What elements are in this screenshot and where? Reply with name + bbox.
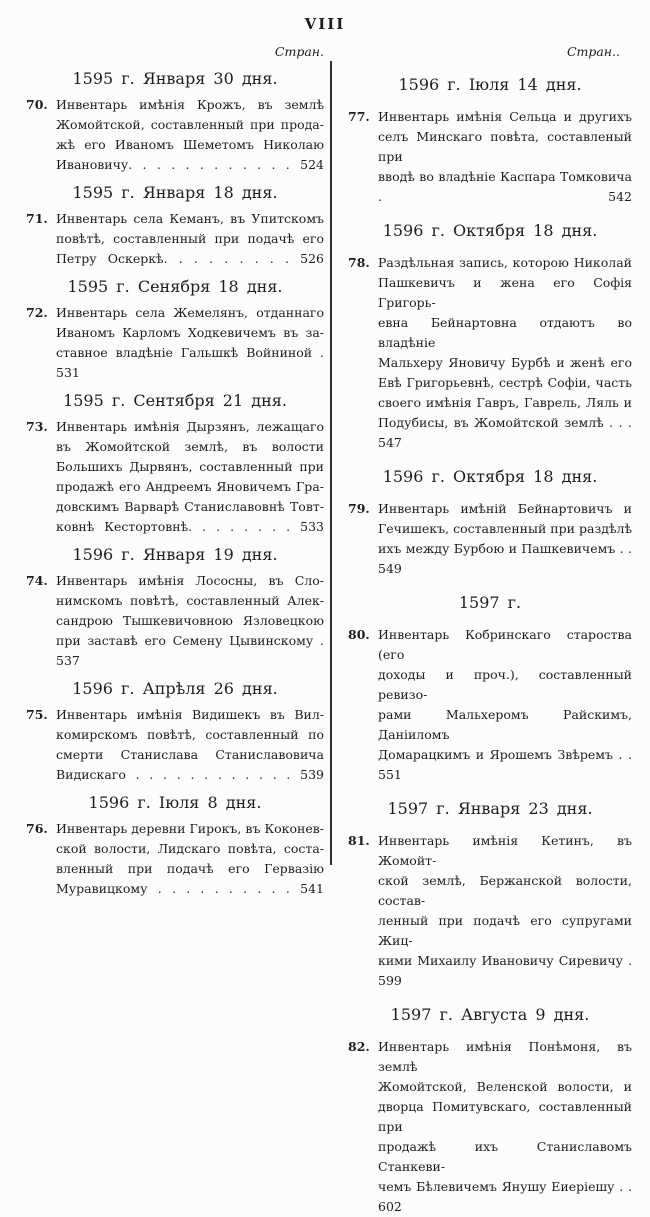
entry-line: своего имѣнія Гавръ, Гаврель, Ляль и [378,395,632,410]
toc-entry [26,678,324,785]
entry-line-with-page-ref: вводѣ во владѣніе Каспара Томковича . 542 [378,169,632,204]
entry-line: доходы и проч.), составленный ревизо- [378,667,632,702]
entry-line-with-page-ref: при заставѣ его Семену Цывинскому . 537 [56,633,324,668]
date-heading: 1596 г. Іюля 14 дня. [398,75,582,94]
entry-line: Инвентарь имѣнія Понѣмоня, въ землѣ [378,1039,632,1074]
toc-entry [26,544,324,671]
date-heading: 1596 г. Апрѣля 26 дня. [72,679,278,698]
entry-line: Инвентарь села Кеманъ, въ Упитскомъ [56,211,324,226]
entry-line: довскимъ Варварѣ Станиславовнѣ Товт- [56,499,324,514]
column-header-stran-left: Стран. [274,44,324,59]
entry-line: нимскомъ повѣтѣ, составленный Алек- [56,593,324,608]
entry-line-with-page-ref: Петру Оскеркѣ. . . . . . . . . 526 [56,251,324,266]
date-heading: 1597 г. Августа 9 дня. [390,1005,590,1024]
date-heading: 1596 г. Октября 18 дня. [382,221,598,240]
entry-line: вленный при подачѣ его Гервазію [56,861,324,876]
toc-entry [348,1004,632,1217]
entry-line: продажѣ его Андреемъ Яновичемъ Гра- [56,479,324,494]
entry-line: Раздѣльная запись, которою Николай [378,255,632,270]
entry-number: 80. [348,627,370,642]
toc-entry [26,276,324,383]
toc-entry [348,466,632,579]
entry-line: рами Мальхеромъ Райскимъ, Даніиломъ [378,707,632,742]
toc-entry [348,798,632,991]
toc-entry [26,792,324,899]
entry-line: Жомойтской, Веленской волости, и [378,1079,632,1094]
date-heading: 1596 г. Января 19 дня. [72,545,278,564]
entry-number: 70. [26,97,48,112]
entry-line: Пашкевичъ и жена его Софія Григорь- [378,275,632,310]
toc-entry [26,390,324,537]
entry-line: Гечишекъ, составленный при раздѣлѣ [378,521,632,536]
entry-line: комирскомъ повѣтѣ, составленный по [56,727,324,742]
entry-number: 81. [348,833,370,848]
entry-line: Инвентарь имѣнія Кетинъ, въ Жомойт- [378,833,632,868]
entry-line: Инвентарь Кобринскаго староства (его [378,627,632,662]
toc-entry [348,592,632,785]
entry-line-with-page-ref: Подубисы, въ Жомойтской землѣ . . . 547 [378,415,632,450]
date-heading: 1596 г. Октября 18 дня. [382,467,598,486]
entry-line: евна Бейнартовна отдаютъ во владѣніе [378,315,632,350]
entry-number: 72. [26,305,48,320]
toc-entry [348,74,632,207]
date-heading: 1596 г. Іюля 8 дня. [88,793,262,812]
entry-number: 73. [26,419,48,434]
toc-entry [26,182,324,269]
entry-line: ской землѣ, Бержанской волости, состав- [378,873,632,908]
entry-line: продажѣ ихъ Станиславомъ Станкеви- [378,1139,632,1174]
date-heading: 1595 г. Сенября 18 дня. [67,277,283,296]
entry-line: ленный при подачѣ его супругами Жиц- [378,913,632,948]
entry-number: 79. [348,501,370,516]
entry-line: Инвентарь села Жемелянъ, отданнаго [56,305,324,320]
page-folio: VIII [304,15,346,33]
left-column [26,61,324,896]
entry-line: жѣ его Иваномъ Шеметомъ Николаю [56,137,324,152]
entry-line: сандрою Тышкевичовною Язловецкою [56,613,324,628]
entry-line: ской волости, Лидскаго повѣта, соста- [56,841,324,856]
entry-number: 82. [348,1039,370,1054]
entry-line-with-page-ref: чемъ Бѣлевичемъ Янушу Еиеріешу . . 602 [378,1179,632,1214]
entry-number: 76. [26,821,48,836]
entry-line: дворца Помитувскаго, составленный при [378,1099,632,1134]
entry-line: Инвентарь деревни Гирокъ, въ Коконев- [56,821,324,836]
two-column-layout [0,61,650,1214]
date-heading: 1597 г. [458,593,522,612]
entry-number: 77. [348,109,370,124]
entry-line-with-page-ref: Ивановичу. . . . . . . . . . . . 524 [56,157,324,172]
entry-line-with-page-ref: Видискаго . . . . . . . . . . . . 539 [56,767,324,782]
entry-line-with-page-ref: ихъ между Бурбою и Пашкевичемъ . . 549 [378,541,632,576]
column-headers-row [0,44,650,59]
column-header-stran-right: Стран.. [566,44,620,59]
entry-number: 75. [26,707,48,722]
entry-line: повѣтѣ, составленный при подачѣ его [56,231,324,246]
entry-line-with-page-ref: Домарацкимъ и Ярошемъ Звѣремъ . . 551 [378,747,632,782]
entry-line: Инвентарь имѣнія Дырзянъ, лежащаго [56,419,324,434]
entry-line: Инвентарь имѣнія Сельца и другихъ [378,109,632,124]
entry-line: селъ Минскаго повѣта, составленый при [378,129,632,164]
date-heading: 1595 г. Января 30 дня. [72,69,278,88]
entry-line: Мальхеру Яновичу Бурбѣ и женѣ его [378,355,632,370]
entry-number: 78. [348,255,370,270]
entry-line: Большихъ Дырвянъ, составленный при [56,459,324,474]
entry-line: смерти Станислава Станиславовича [56,747,324,762]
entry-line: въ Жомойтской землѣ, въ волости [56,439,324,454]
toc-entry [348,220,632,453]
date-heading: 1595 г. Сентября 21 дня. [63,391,287,410]
date-heading: 1597 г. Января 23 дня. [387,799,593,818]
right-column [332,61,632,1214]
date-heading: 1595 г. Января 18 дня. [72,183,278,202]
entry-line: Инвентарь имѣнія Видишекъ въ Вил- [56,707,324,722]
entry-line: Инвентарь имѣнія Лососны, въ Сло- [56,573,324,588]
entry-line: Инвентарь имѣнія Крожъ, въ землѣ [56,97,324,112]
entry-line: Иваномъ Карломъ Ходкевичемъ въ за- [56,325,324,340]
entry-line-with-page-ref: ковнѣ Кестортовнѣ. . . . . . . . 533 [56,519,324,534]
entry-line: Евѣ Григорьевнѣ, сестрѣ Софіи, часть [378,375,632,390]
entry-line-with-page-ref: Муравицкому . . . . . . . . . . 541 [56,881,324,896]
entry-line: Инвентарь имѣній Бейнартовичъ и [378,501,632,516]
entry-line: Жомойтской, составленный при прода- [56,117,324,132]
entry-line-with-page-ref: ставное владѣніе Гальшкѣ Войниной . 531 [56,345,324,380]
entry-line-with-page-ref: кими Михаилу Ивановичу Сиревичу . 599 [378,953,632,988]
entry-number: 71. [26,211,48,226]
entry-number: 74. [26,573,48,588]
toc-entry [26,68,324,175]
